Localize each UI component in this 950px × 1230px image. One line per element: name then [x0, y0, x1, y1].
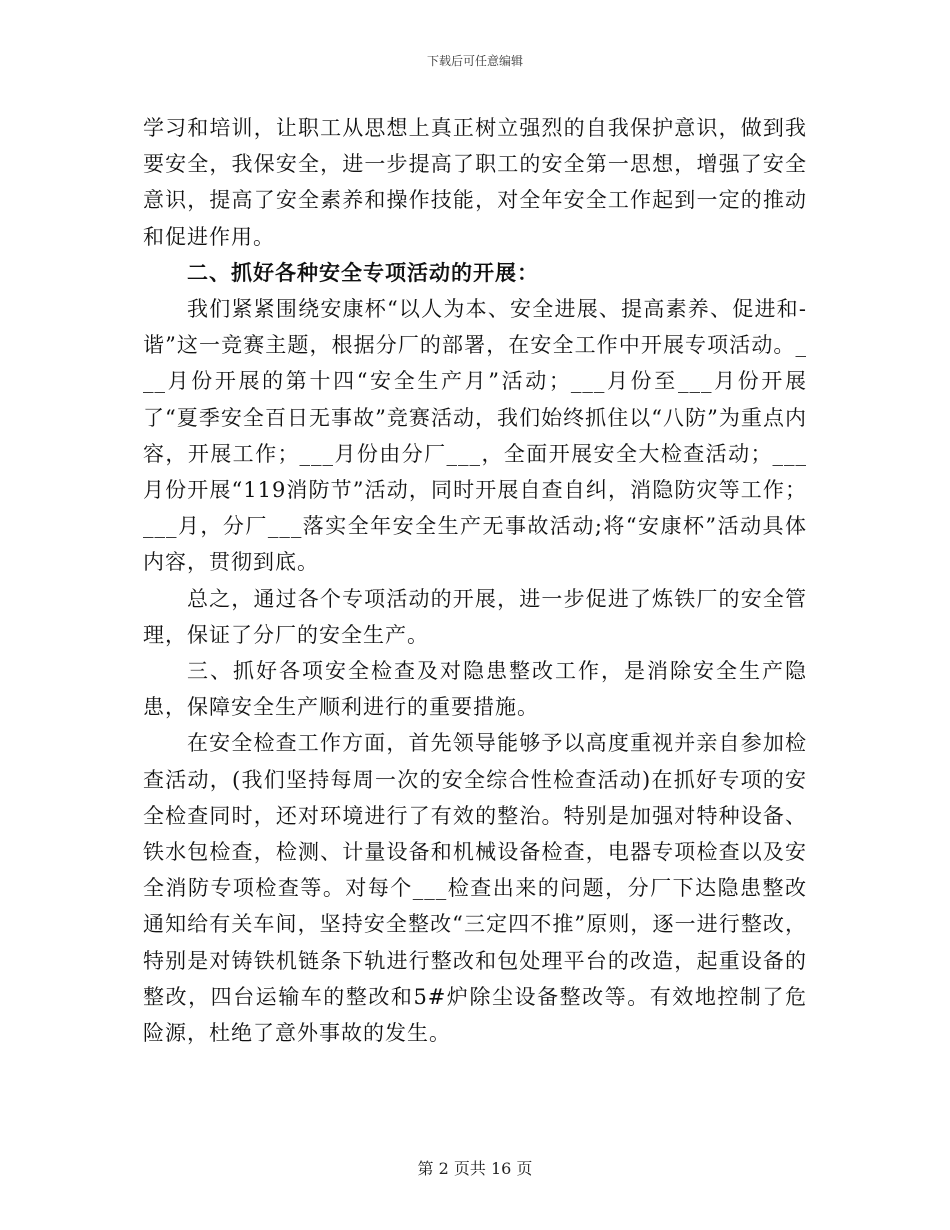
section-heading-special-activities: 二、抓好各种安全专项活动的开展：	[187, 259, 539, 285]
paragraph-summary: 总之，通过各个专项活动的开展，进一步促进了炼铁厂的安全管理，保证了分厂的安全生产。	[143, 586, 807, 647]
paragraph-training-effect: 学习和培训，让职工从思想上真正树立强烈的自我保护意识，做到我要安全，我保安全，进一步提高了职工的安全第一思想，增强了安全意识，提高了安全素养和操作技能，对全年安全工作起到一定的推动和促进作用。	[143, 116, 807, 249]
page-header: 下载后可任意编辑	[426, 54, 523, 68]
section-heading-inspection: 三、抓好各项安全检查及对隐患整改工作，是消除安全生产隐患，保障安全生产顺利进行的重要措施。	[143, 659, 807, 720]
paragraph-inspection-work: 在安全检查工作方面，首先领导能够予以高度重视并亲自参加检查活动，(我们坚持每周一次的安全综合性检查活动)在抓好专项的安全检查同时，还对环境进行了有效的整治。特别是加强对特种设备、铁水包检查，检测、计量设备和机械设备检查，电器专项检查以及安全消防专项检查等。对每个___检查出来的问题，分厂下达隐患整改通知给有关车间，坚持安全整改“三定四不推”原则，逐一进行整改，特别是对铸铁机链条下轨进行整改和包处理平台的改造，起重设备的整改，四台运输车的整改和5#炉除尘设备整改等。有效地控制了危险源，杜绝了意外事故的发生。	[143, 731, 807, 1046]
document-body	[143, 110, 807, 1051]
page-footer: 第 2 页共 16 页	[417, 1159, 533, 1178]
paragraph-special-activities: 我们紧紧围绕安康杯“以人为本、安全进展、提高素养、促进和-谐”这一竞赛主题，根据分厂的部署，在安全工作中开展专项活动。___月份开展的第十四“安全生产月”活动；___月份至___月份开展了“夏季安全百日无事故”竞赛活动，我们始终抓住以“八防”为重点内容，开展工作；___月份由分厂___，全面开展安全大检查活动；___月份开展“119消防节”活动，同时开展自查自纠，消隐防灾等工作；___月，分厂___落实全年安全生产无事故活动;将“安康杯”活动具体内容，贯彻到底。	[143, 297, 807, 575]
